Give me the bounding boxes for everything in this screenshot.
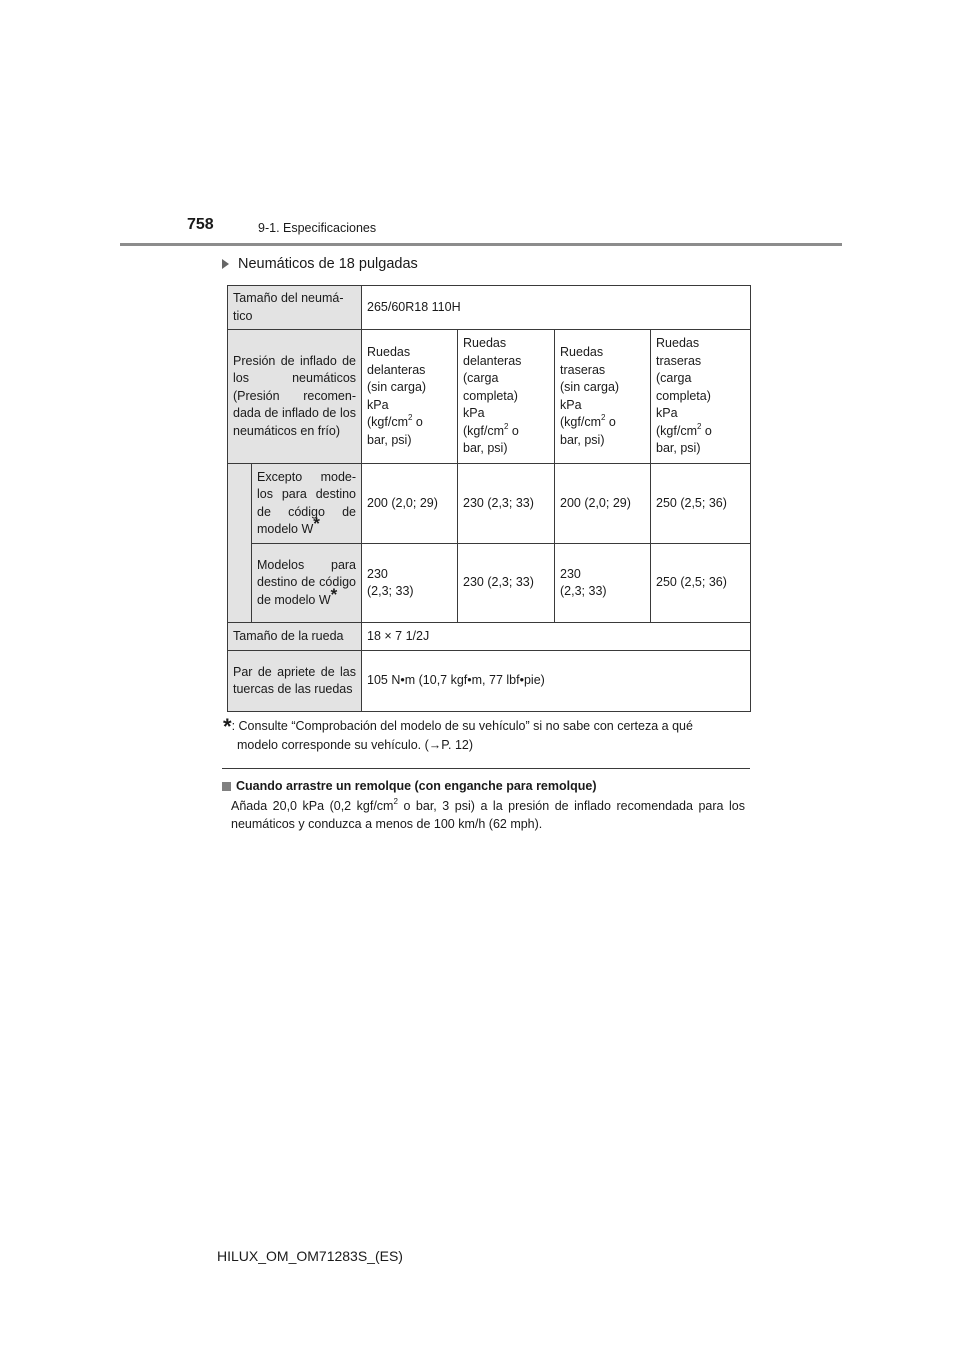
table-cell: 200 (2,0; 29)	[555, 464, 651, 544]
table-cell: 230 (2,3; 33)	[362, 544, 458, 623]
table-row	[228, 286, 751, 330]
note-text: o bar, 3 psi) a la presión de inflado recomendada para los neumáticos y conduzca a menos de 100 km/h (62 mph).	[231, 799, 745, 831]
table-cell: 200 (2,0; 29)	[362, 464, 458, 544]
column-header-text: o bar, psi)	[463, 423, 519, 456]
page-number: 758	[187, 216, 214, 233]
torque-label: Par de apriete de las tuercas de las ruedas	[228, 651, 362, 712]
column-header	[458, 330, 555, 464]
header-divider	[120, 243, 842, 246]
footnote-line	[223, 714, 747, 739]
column-header	[362, 330, 458, 464]
asterisk-mark: *	[330, 584, 338, 604]
column-header-text: Ruedas traseras (sin carga) kPa (kgf/cm	[560, 345, 620, 429]
section-divider	[222, 768, 750, 769]
column-header-text: Ruedas traseras (carga completa) kPa (kgf/cm	[656, 336, 711, 438]
column-header-text: o bar, psi)	[367, 415, 423, 447]
table-row	[228, 544, 751, 623]
row-label-text: Modelos para destino de código de modelo W	[257, 557, 357, 607]
tire-spec-table	[227, 285, 751, 712]
footnote	[223, 714, 747, 755]
triangle-bullet-icon	[222, 259, 229, 269]
footnote-asterisk: *	[223, 714, 232, 739]
table-cell: 250 (2,5; 36)	[651, 464, 751, 544]
asterisk-mark: *	[313, 514, 320, 533]
table-cell: 230 (2,3; 33)	[458, 464, 555, 544]
row-label	[252, 464, 362, 544]
table-row	[228, 651, 751, 712]
row-label-text: Excepto mode-los para destino de código de modelo W	[257, 469, 357, 536]
column-header	[555, 330, 651, 464]
superscript: 2	[408, 412, 413, 422]
wheel-size-value: 18 × 7 1/2J	[362, 623, 751, 651]
note-heading	[222, 779, 597, 793]
table-cell: 230 (2,3; 33)	[555, 544, 651, 623]
wheel-size-label: Tamaño de la rueda	[228, 623, 362, 651]
table-row	[228, 623, 751, 651]
superscript: 2	[697, 421, 702, 431]
row-label	[252, 544, 362, 623]
superscript: 2	[504, 421, 509, 431]
note-heading-text: Cuando arrastre un remolque (con enganche para remolque)	[236, 779, 597, 793]
superscript: 2	[393, 796, 398, 806]
column-header-text: o bar, psi)	[560, 415, 616, 447]
row-group-stub	[228, 464, 252, 544]
table-row	[228, 464, 751, 544]
table-cell: 250 (2,5; 36)	[651, 544, 751, 623]
column-header-text: Ruedas delanteras (carga completa) kPa (kgf/cm	[463, 336, 522, 438]
document-id: HILUX_OM_OM71283S_(ES)	[217, 1248, 403, 1264]
subheading	[222, 256, 418, 272]
tire-size-value: 265/60R18 110H	[362, 286, 751, 330]
torque-value: 105 N•m (10,7 kgf•m, 77 lbf•pie)	[362, 651, 751, 712]
superscript: 2	[601, 412, 606, 422]
square-bullet-icon	[222, 782, 231, 791]
column-header-text: o bar, psi)	[656, 423, 712, 456]
pressure-label: Presión de inflado de los neumáticos (Presión recomen-dada de inflado de los neumáticos en frío)	[228, 330, 362, 464]
note-text: Añada 20,0 kPa (0,2 kgf/cm	[231, 799, 394, 813]
column-header-text: Ruedas delanteras (sin carga) kPa (kgf/cm	[367, 345, 427, 429]
row-group-stub	[228, 544, 252, 623]
note-body	[231, 797, 745, 833]
tire-size-label: Tamaño del neumá- tico	[228, 286, 362, 330]
section-title: 9-1. Especificaciones	[258, 221, 377, 235]
table-row	[228, 330, 751, 464]
footnote-line: modelo corresponde su vehículo. (→P. 12)	[237, 738, 474, 752]
subheading-text: Neumáticos de 18 pulgadas	[238, 256, 418, 272]
column-header	[651, 330, 751, 464]
table-cell: 230 (2,3; 33)	[458, 544, 555, 623]
footnote-text: : Consulte “Comprobación del modelo de su vehículo” si no sabe con certeza a qué	[231, 719, 693, 733]
